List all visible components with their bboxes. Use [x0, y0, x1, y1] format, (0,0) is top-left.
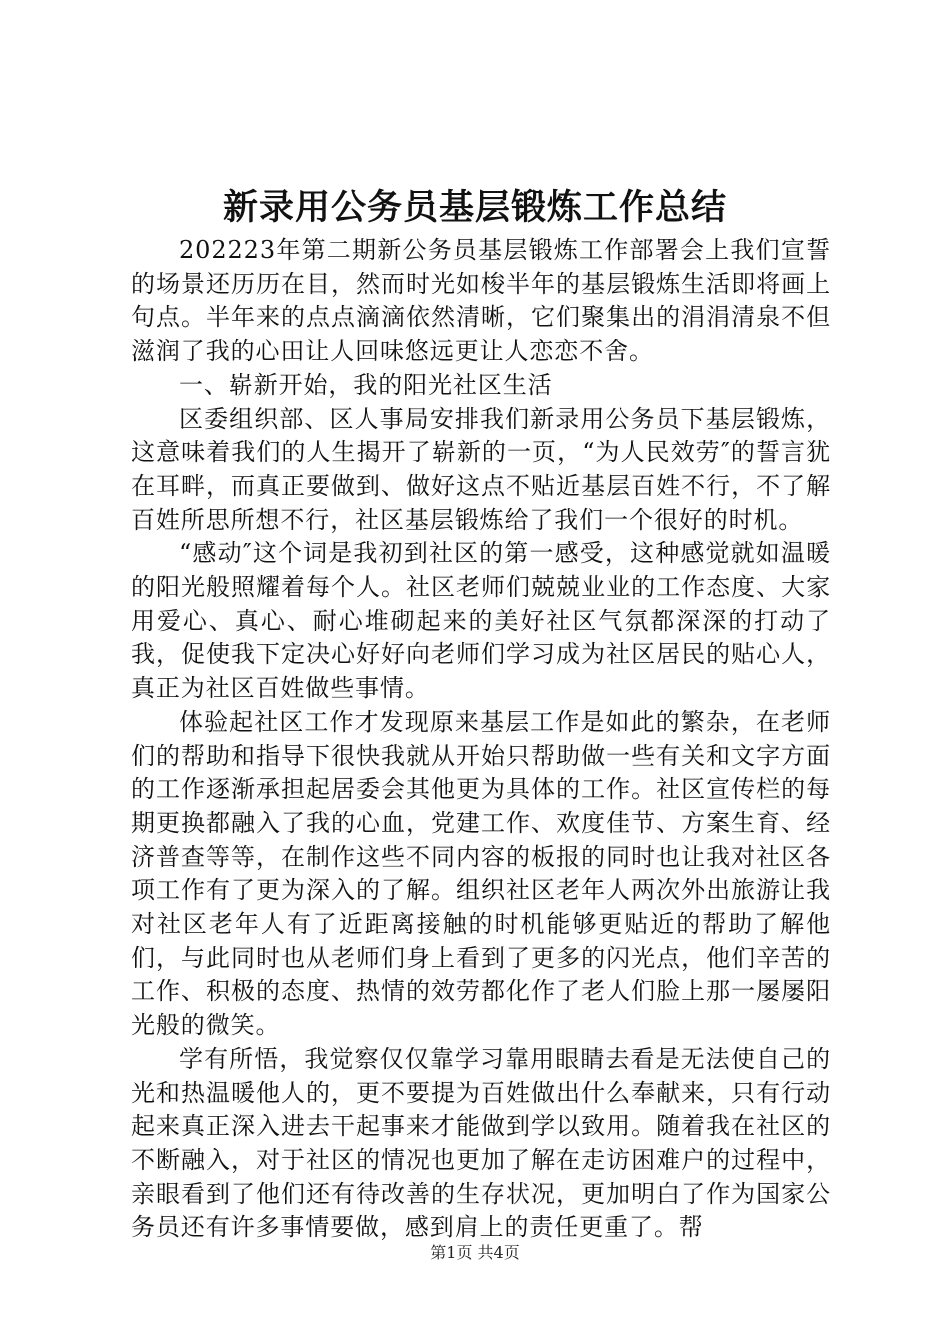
- paragraph: 体验起社区工作才发现原来基层工作是如此的繁杂，在老师们的帮助和指导下很快我就从开始只帮助做一些有关和文字方面的工作逐渐承担起居委会其他更为具体的工作。社区宣传栏的每期更换都融入了我的心血，党建工作、欢度佳节、方案生育、经济普查等等，在制作这些不同内容的板报的同时也让我对社区各项工作有了更为深入的了解。组织社区老年人两次外出旅游让我对社区老年人有了近距离接触的时机能够更贴近的帮助了解他们，与此同时也从老师们身上看到了更多的闪光点，他们辛苦的工作、积极的态度、热情的效劳都化作了老人们脸上那一屡屡阳光般的微笑。: [131, 707, 831, 1040]
- page-number-footer: 第1页 共4页: [430, 1243, 520, 1262]
- document-title: 新录用公务员基层锻炼工作总结: [222, 187, 727, 228]
- document-body: [131, 234, 831, 1245]
- section-heading: 一、崭新开始，我的阳光社区生活: [179, 370, 553, 399]
- paragraph: “感动″这个词是我初到社区的第一感受，这种感觉就如温暖的阳光般照耀着每个人。社区老师们兢兢业业的工作态度、大家用爱心、真心、耐心堆砌起来的美好社区气氛都深深的打动了我，促使我下定决心好好向老师们学习成为社区居民的贴心人，真正为社区百姓做些事情。: [131, 539, 831, 703]
- paragraph: 学有所悟，我觉察仅仅靠学习靠用眼睛去看是无法使自己的光和热温暖他人的，更不要提为百姓做出什么奉献来，只有行动起来真正深入进去干起事来才能做到学以致用。随着我在社区的不断融入，对于社区的情况也更加了解在走访困难户的过程中，亲眼看到了他们还有待改善的生存状况，更加明白了作为国家公务员还有许多事情要做，感到肩上的责任更重了。帮: [131, 1044, 831, 1242]
- paragraph-intro: 202223年第二期新公务员基层锻炼工作部署会上我们宣誓的场景还历历在目，然而时光如梭半年的基层锻炼生活即将画上句点。半年来的点点滴滴依然清晰，它们聚集出的涓涓清泉不但滋润了我的心田让人回味悠远更让人恋恋不舍。: [131, 236, 831, 366]
- paragraph: 区委组织部、区人事局安排我们新录用公务员下基层锻炼，这意味着我们的人生揭开了崭新的一页，“为人民效劳″的誓言犹在耳畔，而真正要做到、做好这点不贴近基层百姓不行，不了解百姓所思所想不行，社区基层锻炼给了我们一个很好的时机。: [131, 404, 831, 534]
